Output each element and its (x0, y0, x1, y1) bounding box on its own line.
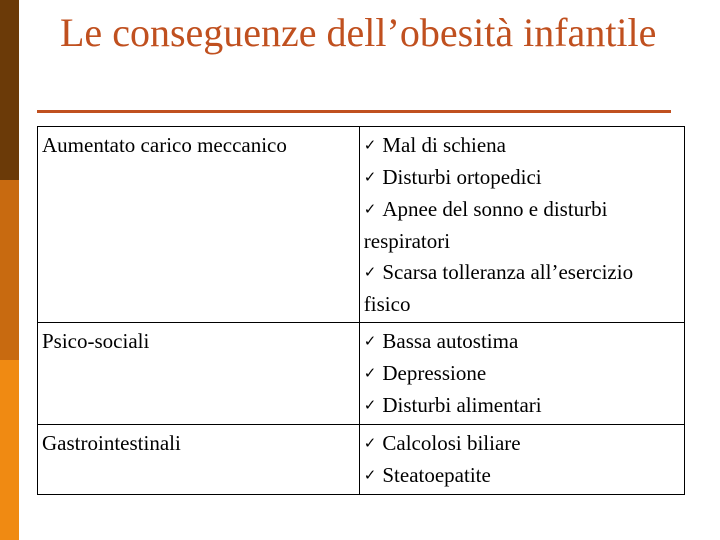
checkmark-icon: ✓ (363, 265, 377, 281)
table-row (38, 127, 685, 323)
consequences-table (37, 126, 685, 495)
table-row (38, 425, 685, 495)
list-item: ✓ Steatoepatite (364, 460, 680, 492)
list-item: ✓ Disturbi ortopedici (364, 162, 680, 194)
list-item: ✓ Bassa autostima (364, 326, 680, 358)
checkmark-icon: ✓ (363, 202, 377, 218)
table-row (38, 323, 685, 425)
category-cell: Psico-sociali (38, 323, 360, 425)
sidebar-color-bar (0, 0, 19, 540)
category-cell: Aumentato carico meccanico (38, 127, 360, 323)
sidebar-segment-middle (0, 180, 19, 360)
checkmark-icon: ✓ (363, 468, 377, 484)
slide-title: Le conseguenze dell’obesità infantile (60, 10, 657, 55)
checkmark-icon: ✓ (363, 366, 377, 382)
list-item: ✓ Calcolosi biliare (364, 428, 680, 460)
list-item: ✓ Depressione (364, 358, 680, 390)
checkmark-icon: ✓ (363, 334, 377, 350)
items-cell (359, 323, 684, 425)
list-item: ✓ Disturbi alimentari (364, 390, 680, 422)
items-cell (359, 425, 684, 495)
items-cell (359, 127, 684, 323)
checkmark-icon: ✓ (363, 436, 377, 452)
category-cell: Gastrointestinali (38, 425, 360, 495)
sidebar-segment-top (0, 0, 19, 180)
list-item: ✓ Mal di schiena (364, 130, 680, 162)
list-item: ✓ Apnee del sonno e disturbi respiratori (363, 197, 608, 253)
checkmark-icon: ✓ (363, 398, 377, 414)
checkmark-icon: ✓ (363, 138, 377, 154)
checkmark-icon: ✓ (363, 170, 377, 186)
list-item: ✓ Scarsa tolleranza all’esercizio fisico (363, 260, 634, 316)
sidebar-segment-bottom (0, 360, 19, 540)
title-underline (37, 110, 671, 113)
